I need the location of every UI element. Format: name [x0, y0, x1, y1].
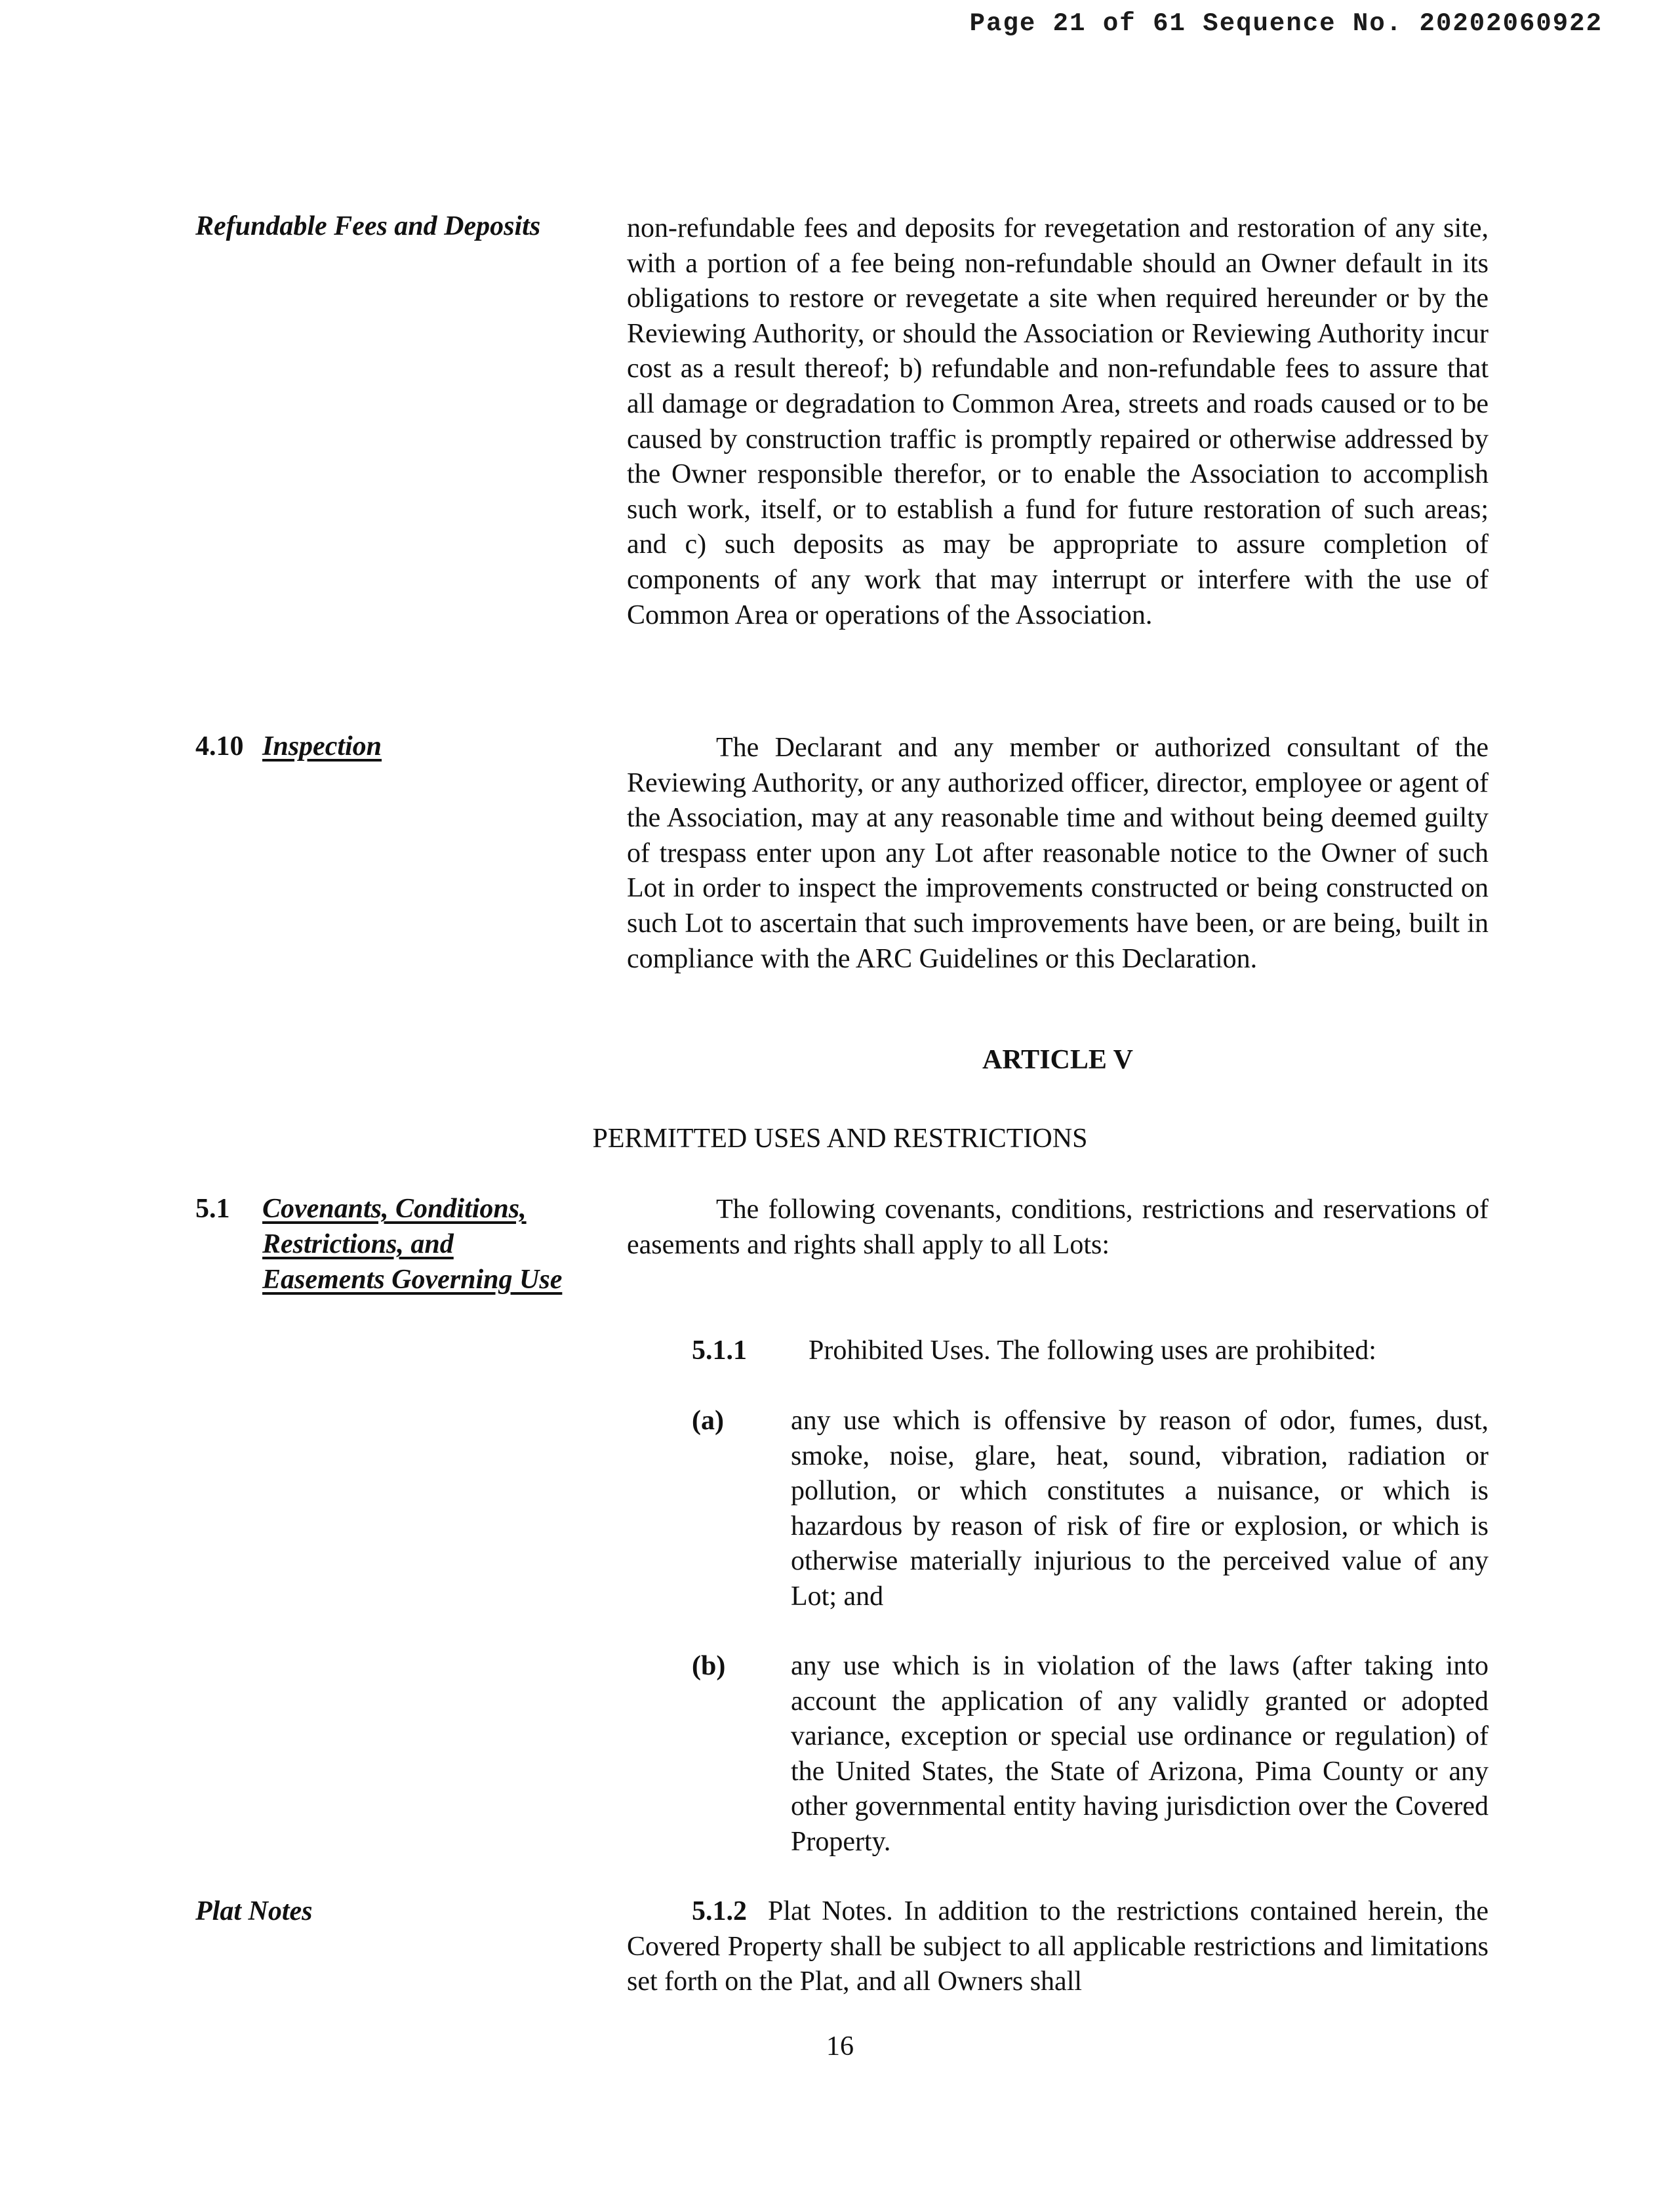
subsection-number: 5.1.1 — [692, 1335, 747, 1366]
section-number: 5.1 — [195, 1194, 230, 1224]
list-item-text: any use which is in violation of the laws (after taking into account the application of any validly granted or adopted variance, exception or special use ordinance or regulation) of the United States, the State of Arizona, Pima County or any other governmental entity having jurisdiction over the Covered Property. — [791, 1651, 1489, 1857]
side-heading-covenants-line-3: Easements Governing Use — [262, 1265, 563, 1295]
article-title: ARTICLE V — [982, 1045, 1133, 1075]
page-number: 16 — [826, 2031, 854, 2062]
recording-stamp: Page 21 of 61 Sequence No. 20202060922 — [969, 9, 1603, 38]
refundable-fees-paragraph: non-refundable fees and deposits for revegetation and restoration of any site, with a portion of a fee being non-refundable should an Owner default in its obligations to restore or revegetate a site when required hereunder or by the Reviewing Authority, or should the Association or Reviewing Authority incur cost as a result thereof; b) refundable and non-refundable fees to assure that all damage or degradation to Common Area, streets and roads caused or to be caused by construction traffic is promptly repaired or otherwise addressed by the Owner responsible therefor, or to enable the Association to accomplish such work, itself, or to establish a fund for future restoration of such areas; and c) such deposits as may be appropriate to assure completion of components of any work that may interrupt or interfere with the use of Common Area or operations of the Association. — [627, 213, 1489, 630]
side-heading-refundable-fees — [195, 209, 540, 244]
plat-notes-paragraph — [627, 1894, 1489, 2000]
side-heading-inspection-label: Inspection — [262, 731, 382, 762]
side-heading-refundable-label: Refundable Fees and Deposits — [195, 211, 541, 241]
article-subtitle: PERMITTED USES AND RESTRICTIONS — [592, 1124, 1088, 1154]
list-item-letter: (a) — [692, 1406, 724, 1436]
side-heading-covenants-line-2: Restrictions, and — [262, 1229, 454, 1259]
side-heading-covenants-line-1: Covenants, Conditions, — [262, 1194, 527, 1224]
list-item-text: any use which is offensive by reason of odor, fumes, dust, smoke, noise, glare, heat, sound, vibration, radiation or pollution, or which constitutes a nuisance, or which is hazardous by reason of risk of fire or explosion, or which is otherwise materially injurious to the perceived value of any Lot; and — [791, 1406, 1489, 1612]
subsection-number: 5.1.2 — [692, 1896, 747, 1926]
list-item-letter: (b) — [692, 1651, 726, 1681]
inspection-paragraph: The Declarant and any member or authorized consultant of the Reviewing Authority, or any authorized officer, director, employee or agent of the Association, may at any reasonable time and without being deemed guilty of trespass enter upon any Lot after reasonable notice to the Owner of such Lot in order to inspect the improvements constructed or being constructed on such Lot to ascertain that such improvements have been, or are being, built in compliance with the ARC Guidelines or this Declaration. — [627, 733, 1489, 974]
prohibited-uses-heading — [692, 1333, 1376, 1368]
side-heading-plat-notes-label: Plat Notes — [195, 1896, 313, 1926]
covenants-paragraph: The following covenants, conditions, restrictions and reservations of easements and rights shall apply to all Lots: — [627, 1194, 1489, 1260]
side-heading-covenants — [195, 1191, 562, 1297]
section-number: 4.10 — [195, 731, 244, 762]
side-heading-plat-notes — [195, 1894, 312, 1929]
plat-notes-text: Plat Notes. In addition to the restrictions contained herein, the Covered Property shall be subject to all applicable restrictions and limitations set forth on the Plat, and all Owners shall — [627, 1896, 1489, 1997]
side-heading-inspection — [195, 729, 382, 764]
prohibited-uses-heading-text: Prohibited Uses. The following uses are prohibited: — [809, 1335, 1376, 1366]
